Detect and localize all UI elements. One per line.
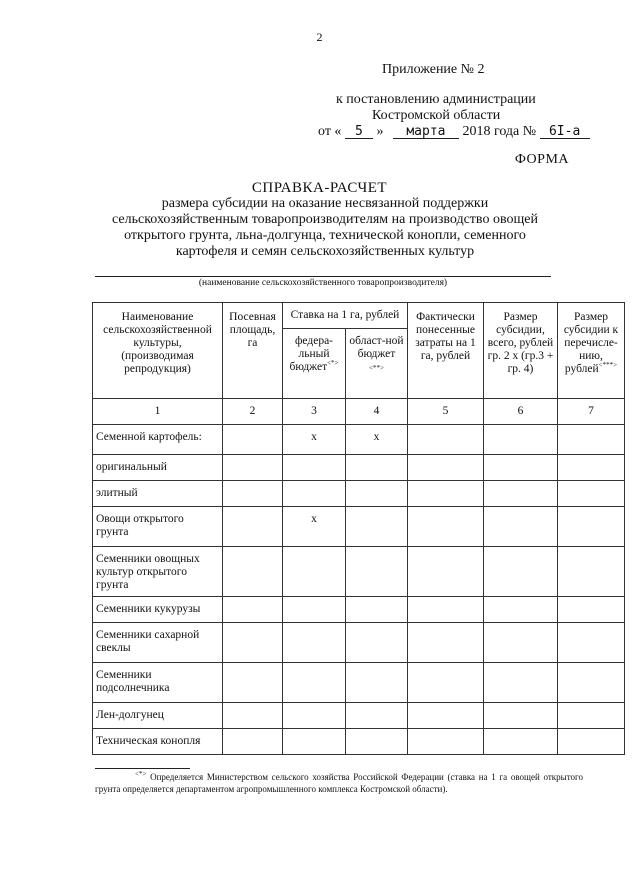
- producer-name-caption: (наименование сельскохозяйственного товаропроизводителя): [95, 276, 551, 288]
- empty-cell: [408, 507, 484, 547]
- regional-rate-cell: [346, 729, 408, 755]
- page-number: 2: [316, 30, 323, 44]
- empty-cell: [408, 623, 484, 663]
- footnote-mark-2: <**>: [369, 364, 384, 372]
- column-number: 7: [558, 399, 625, 425]
- resolution-line-1: к постановлению администрации: [336, 92, 536, 107]
- table-row: [93, 547, 625, 597]
- table-row: [93, 481, 625, 507]
- empty-cell: [223, 425, 283, 455]
- header-subsidy-transfer-text: Размер субсидии к перечисле-нию, рублей: [563, 311, 619, 375]
- federal-rate-cell: [283, 703, 346, 729]
- empty-cell: [484, 425, 558, 455]
- resolution-line-2: Костромской области: [372, 108, 501, 123]
- footnote-mark-1: <*>: [327, 359, 339, 368]
- header-regional-budget: [346, 329, 408, 399]
- crop-name-cell: оригинальный: [93, 455, 223, 481]
- header-crop-name: Наименование сельскохозяйственной культуры, (производимая репродукция): [93, 303, 223, 399]
- document-subtitle: размера субсидии на оказание несвязанной поддержки сельскохозяйственным товаропроизводителям на производство овощей открытого грунта, льна-долгунца, технической конопли, семенного картофеля и семян сельскохозяйственных культур: [112, 196, 538, 259]
- empty-cell: [484, 703, 558, 729]
- federal-rate-cell: [283, 729, 346, 755]
- empty-cell: [484, 597, 558, 623]
- empty-cell: [408, 481, 484, 507]
- column-number: 3: [283, 399, 346, 425]
- empty-cell: [223, 547, 283, 597]
- empty-cell: [558, 703, 625, 729]
- empty-cell: [484, 547, 558, 597]
- header-rate: Ставка на 1 га, рублей: [283, 303, 408, 329]
- table-row: [93, 507, 625, 547]
- footnote-separator: [95, 768, 190, 769]
- footnote-mark-3: <***>: [598, 361, 618, 370]
- federal-rate-cell: [283, 455, 346, 481]
- regional-rate-cell: [346, 663, 408, 703]
- crop-name-cell: Лен-долгунец: [93, 703, 223, 729]
- empty-cell: [408, 547, 484, 597]
- empty-cell: [558, 481, 625, 507]
- table-row: [93, 729, 625, 755]
- document-title: СПРАВКА-РАСЧЕТ: [251, 180, 388, 196]
- crop-name-cell: Семенной картофель:: [93, 425, 223, 455]
- table-row: [93, 663, 625, 703]
- empty-cell: [484, 623, 558, 663]
- date-day: 5: [345, 126, 373, 139]
- federal-rate-cell: [283, 597, 346, 623]
- crop-name-cell: Техническая конопля: [93, 729, 223, 755]
- header-regional-budget-text: област-ной бюджет: [349, 335, 404, 360]
- column-number: 1: [93, 399, 223, 425]
- empty-cell: [408, 455, 484, 481]
- date-month: марта: [393, 126, 459, 139]
- regional-rate-cell: [346, 597, 408, 623]
- date-year: 2018 года №: [462, 124, 537, 139]
- empty-cell: [223, 507, 283, 547]
- empty-cell: [484, 455, 558, 481]
- appendix-label: Приложение № 2: [382, 62, 485, 77]
- empty-cell: [408, 597, 484, 623]
- empty-cell: [408, 663, 484, 703]
- column-number: 4: [346, 399, 408, 425]
- empty-cell: [558, 663, 625, 703]
- table-row: [93, 597, 625, 623]
- empty-cell: [408, 425, 484, 455]
- crop-name-cell: элитный: [93, 481, 223, 507]
- regional-rate-cell: x: [346, 425, 408, 455]
- empty-cell: [223, 663, 283, 703]
- empty-cell: [558, 547, 625, 597]
- header-federal-budget: [283, 329, 346, 399]
- crop-name-cell: Овощи открытого грунта: [93, 507, 223, 547]
- footnote-text: Определяется Министерством сельского хозяйства Российской Федерации (ставка на 1 га овощей открытого грунта определяется департаментом агропромышленного комплекса Костромской области).: [95, 772, 584, 794]
- federal-rate-cell: x: [283, 507, 346, 547]
- crop-name-cell: Семенники овощных культур открытого грунта: [93, 547, 223, 597]
- table-row: [93, 623, 625, 663]
- regional-rate-cell: [346, 507, 408, 547]
- column-number: 2: [223, 399, 283, 425]
- date-prefix: от «: [318, 124, 342, 139]
- empty-cell: [558, 507, 625, 547]
- regional-rate-cell: [346, 481, 408, 507]
- empty-cell: [223, 703, 283, 729]
- header-subsidy-total: Размер субсидии, всего, рублей гр. 2 х (гр.3 + гр. 4): [484, 303, 558, 399]
- crop-name-cell: Семенники кукурузы: [93, 597, 223, 623]
- empty-cell: [223, 481, 283, 507]
- empty-cell: [223, 455, 283, 481]
- regional-rate-cell: [346, 547, 408, 597]
- empty-cell: [223, 623, 283, 663]
- empty-cell: [484, 481, 558, 507]
- empty-cell: [408, 703, 484, 729]
- header-federal-budget-text: федера-льный бюджет: [289, 335, 334, 373]
- empty-cell: [558, 729, 625, 755]
- empty-cell: [558, 597, 625, 623]
- federal-rate-cell: x: [283, 425, 346, 455]
- empty-cell: [558, 425, 625, 455]
- regional-rate-cell: [346, 455, 408, 481]
- empty-cell: [558, 455, 625, 481]
- regional-rate-cell: [346, 703, 408, 729]
- empty-cell: [558, 623, 625, 663]
- crop-name-cell: Семенники сахарной свеклы: [93, 623, 223, 663]
- federal-rate-cell: [283, 547, 346, 597]
- footnote: [95, 771, 583, 795]
- federal-rate-cell: [283, 481, 346, 507]
- form-label: ФОРМА: [514, 152, 569, 167]
- table-row: [93, 455, 625, 481]
- federal-rate-cell: [283, 623, 346, 663]
- subsidy-table: [92, 302, 625, 755]
- regional-rate-cell: [346, 623, 408, 663]
- header-subsidy-transfer: [558, 303, 625, 399]
- table-row: [93, 703, 625, 729]
- header-actual-costs: Фактически понесенные затраты на 1 га, рублей: [408, 303, 484, 399]
- empty-cell: [408, 729, 484, 755]
- federal-rate-cell: [283, 663, 346, 703]
- column-number: 5: [408, 399, 484, 425]
- resolution-number: 6I-а: [540, 126, 590, 139]
- date-mid: »: [376, 124, 384, 139]
- empty-cell: [223, 729, 283, 755]
- empty-cell: [484, 663, 558, 703]
- footnote-mark: <*>: [135, 770, 147, 778]
- empty-cell: [484, 507, 558, 547]
- header-area: Посевная площадь, га: [223, 303, 283, 399]
- column-number-row: [93, 399, 625, 425]
- resolution-date-line: [318, 124, 590, 140]
- column-number: 6: [484, 399, 558, 425]
- empty-cell: [223, 597, 283, 623]
- crop-name-cell: Семенники подсолнечника: [93, 663, 223, 703]
- empty-cell: [484, 729, 558, 755]
- table-row: [93, 425, 625, 455]
